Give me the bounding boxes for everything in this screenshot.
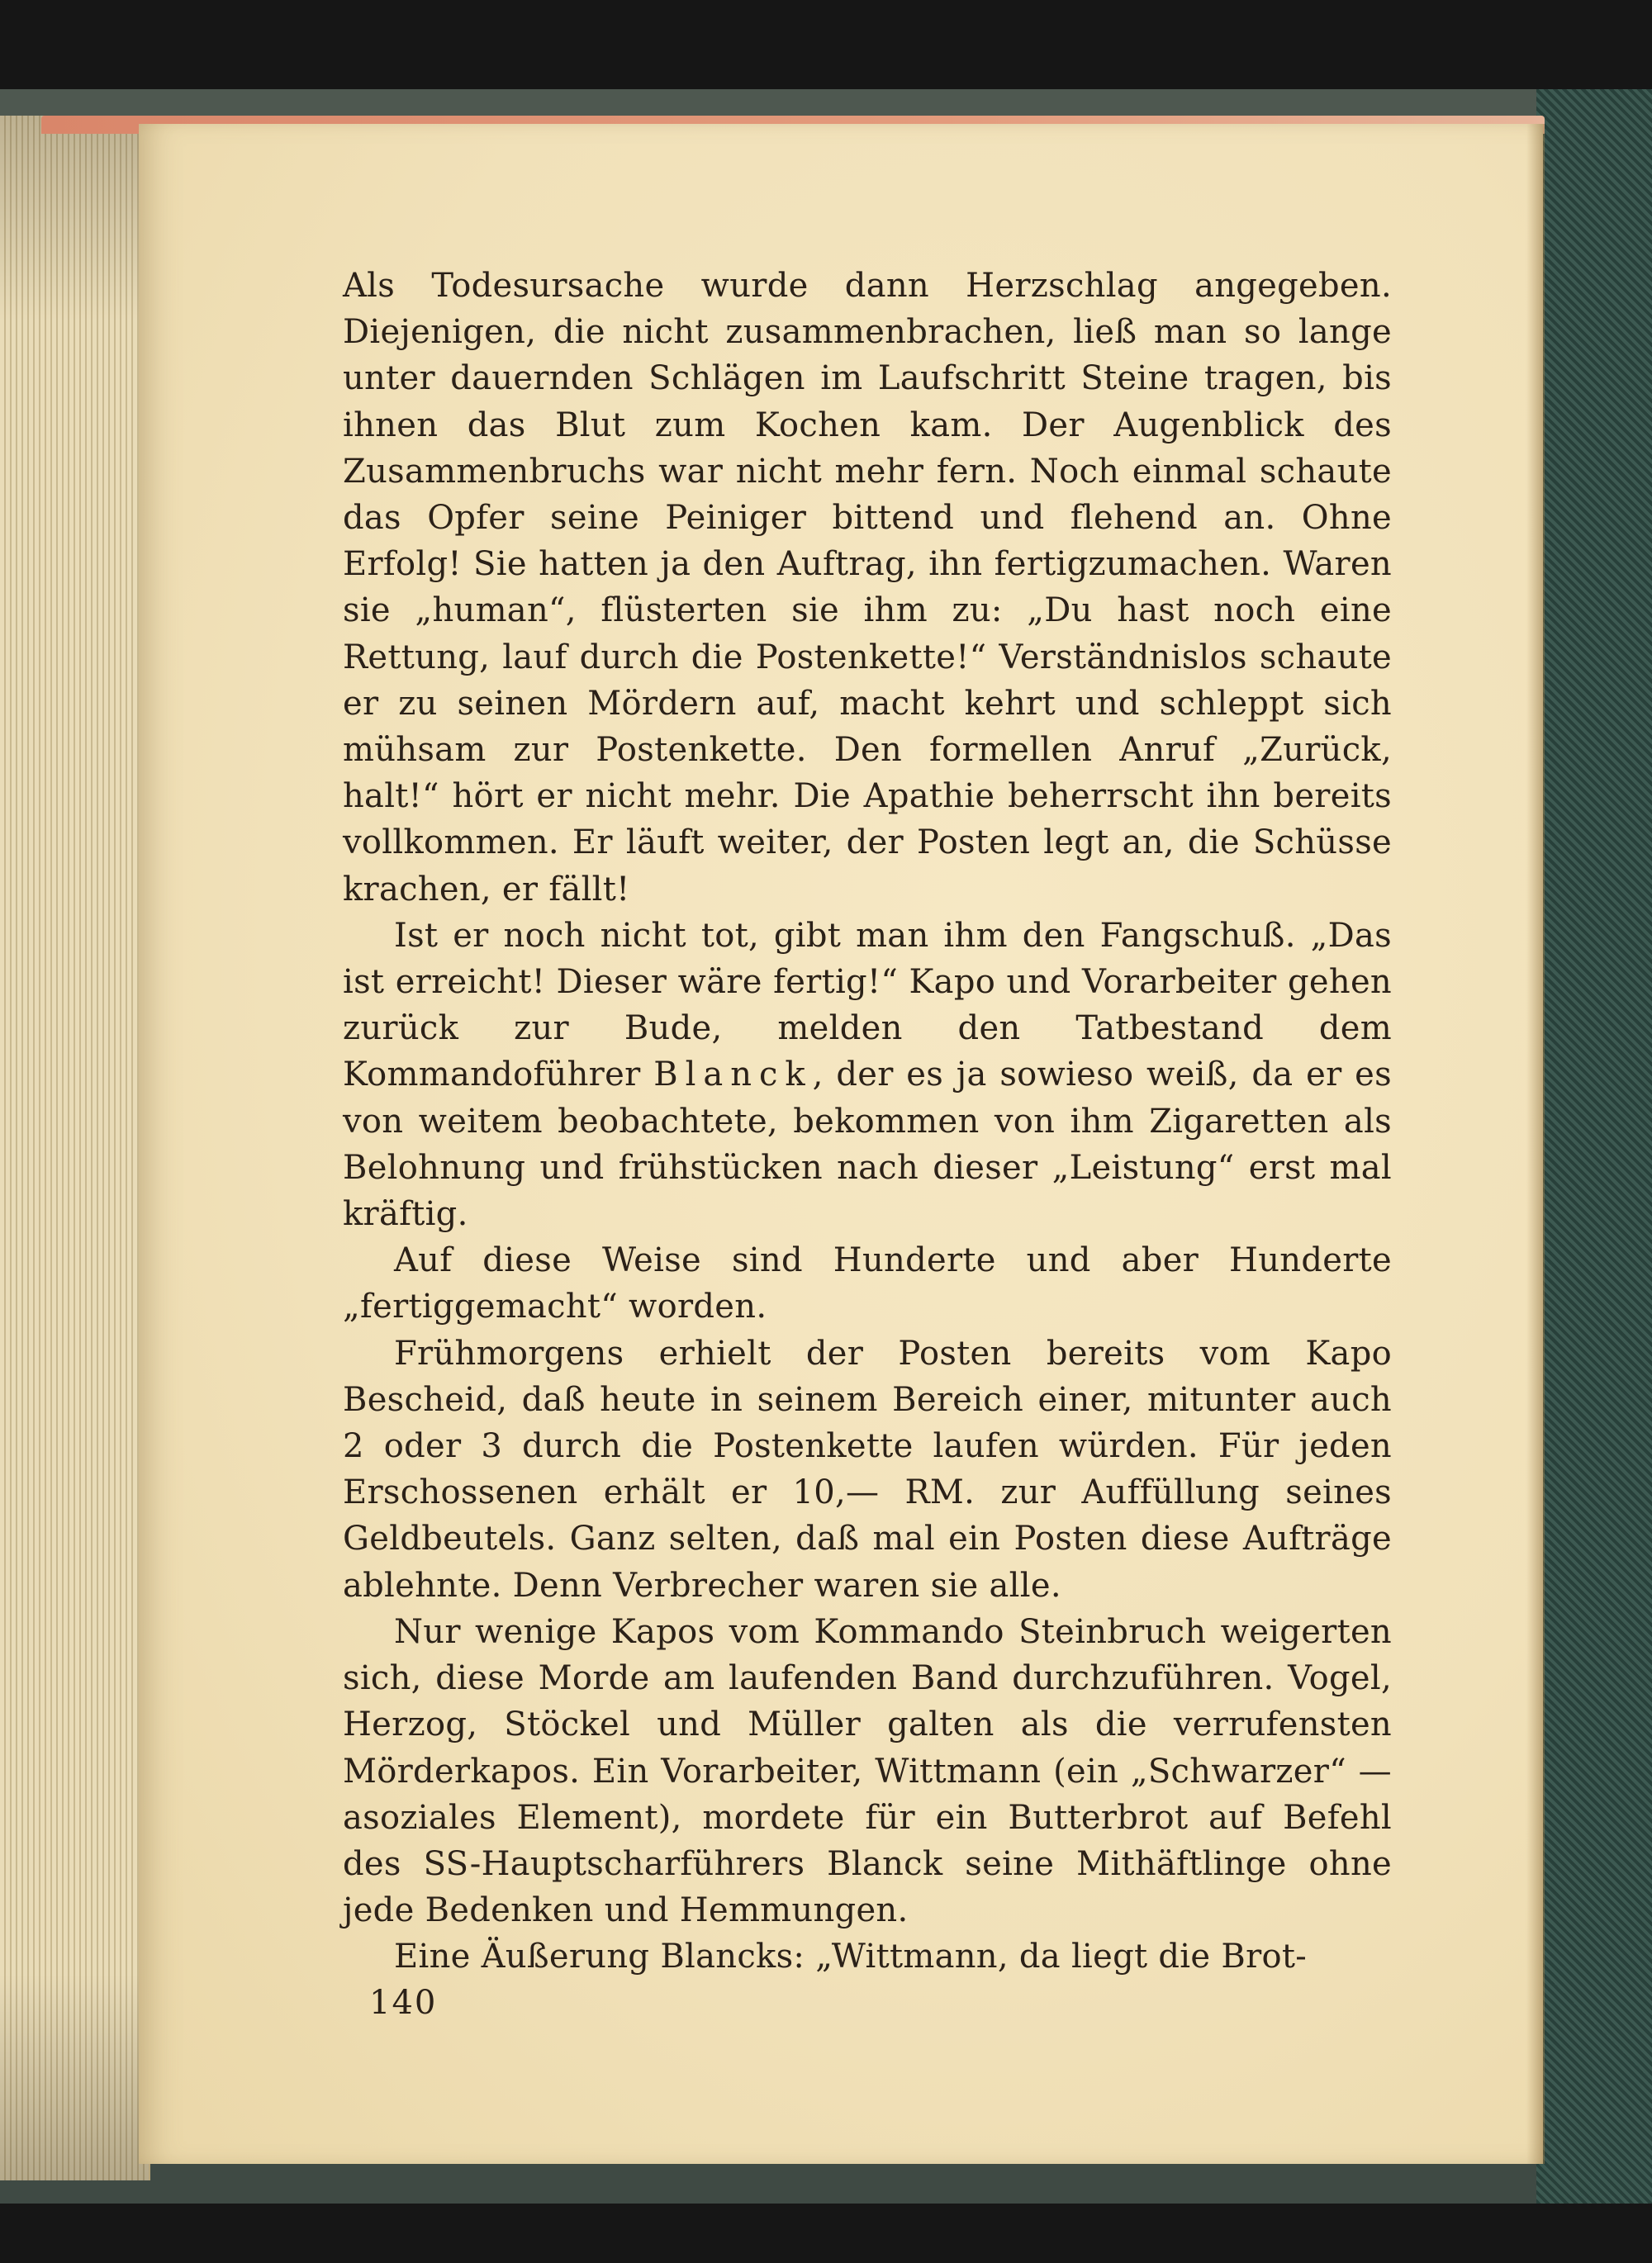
paragraph-4-text: Frühmorgens erhielt der Posten bereits vom Kapo Bescheid, daß heute in seinem Bereich einer, mitunter auch 2 oder 3 durch die Postenkette laufen würden. Für jeden Erschossenen erhält er 10,— RM. zur Auffüllung seines Geldbeutels. Ganz selten, daß mal ein Posten diese Aufträge ablehnte. Denn Verbrecher waren sie alle. (343, 1334, 1392, 1605)
paragraph-6-text: Eine Äußerung Blancks: „Wittmann, da liegt die Brot- (394, 1938, 1308, 1976)
paragraph-3 (343, 1237, 1392, 1330)
paragraph-2 (343, 913, 1392, 1237)
page-edges-shadow (0, 116, 149, 2180)
paragraph-5-text: Nur wenige Kapos vom Kommando Steinbruch weigerten sich, diese Morde am laufenden Band durchzuführen. Vogel, Herzog, Stöckel und Müller galten als die verrufensten Mörderkapos. Ein Vorarbeiter, Wittmann (ein „Schwarzer“ — asoziales Element), mordete für ein Butterbrot auf Befehl des SS-Hauptscharführers Blanck seine Mithäftlinge ohne jede Bedenken und Hemmungen. (343, 1612, 1392, 1930)
paragraph-2-text-b: , der es ja sowieso weiß, da er es von weitem beobachtete, bekommen von ihm Zigaretten als Belohnung und frühstücken nach dieser „Leistung“ erst mal kräftig. (343, 1056, 1392, 1234)
paragraph-3-text: Auf diese Weise sind Hunderte und aber Hunderte „fertiggemacht“ worden. (343, 1241, 1392, 1326)
paragraph-1 (343, 263, 1392, 913)
paragraph-6 (343, 1933, 1392, 1980)
paragraph-5 (343, 1609, 1392, 1933)
spaced-name-blanck: Blanck (653, 1056, 813, 1094)
page-gutter-shadow (1526, 124, 1545, 2164)
paragraph-2-text-a: Ist er noch nicht tot, gibt man ihm den Fangschuß. „Das ist erreicht! Dieser wäre fertig!“ Kapo und Vorarbeiter gehen zurück zur Bude, melden den Tatbestand dem Kommandoführer (343, 916, 1392, 1094)
page-number: 140 (369, 1984, 438, 2022)
body-text (343, 263, 1392, 1981)
paragraph-1-text: Als Todesursache wurde dann Herzschlag angegeben. Diejenigen, die nicht zusammenbrachen, ließ man so lange unter dauernden Schlägen im Laufschritt Steine tragen, bis ihnen das Blut zum Kochen kam. Der Augenblick des Zusammenbruchs war nicht mehr fern. Noch einmal schaute das Opfer seine Peiniger bittend und flehend an. Ohne Erfolg! Sie hatten ja den Auftrag, ihn fertigzumachen. Waren sie „human“, flüsterten sie ihm zu: „Du hast noch eine Rettung, lauf durch die Postenkette!“ Verständnislos schaute er zu seinen Mördern auf, macht kehrt und schleppt sich mühsam zur Postenkette. Den formellen Anruf „Zurück, halt!“ hört er nicht mehr. Die Apathie beherrscht ihn bereits vollkommen. Er läuft weiter, der Posten legt an, die Schüsse krachen, er fällt! (343, 267, 1392, 909)
book-cover-cloth-edge (1536, 89, 1652, 2204)
paragraph-4 (343, 1331, 1392, 1609)
